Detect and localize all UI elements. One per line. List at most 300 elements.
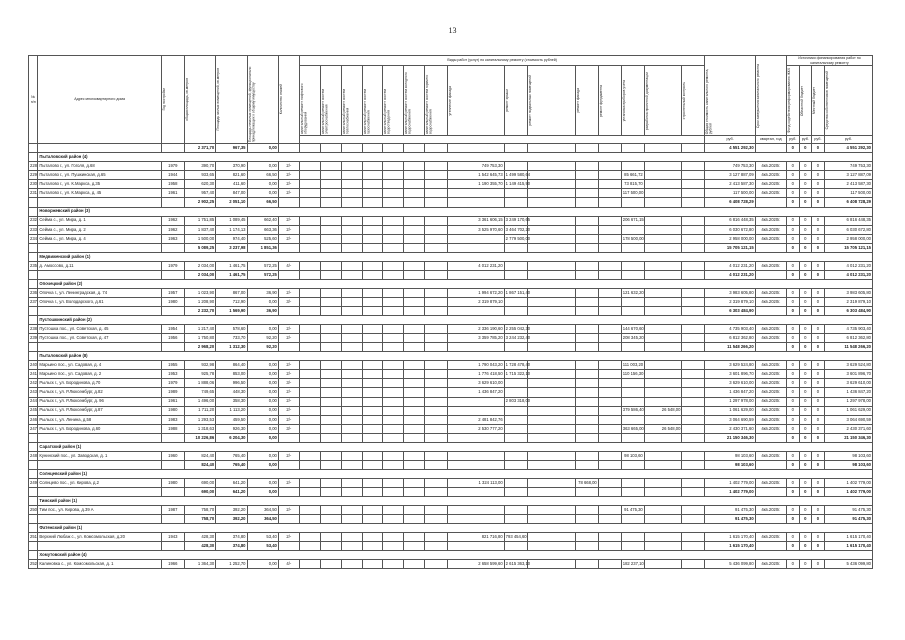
- work-cost-cell: [320, 180, 341, 189]
- work-cost-cell: [299, 424, 320, 433]
- work-cost-cell: [320, 433, 341, 442]
- work-cost-cell: [425, 433, 448, 442]
- work-cost-cell: [527, 297, 575, 306]
- work-cost-cell: [404, 325, 425, 334]
- work-cost-cell: [383, 451, 404, 460]
- work-cost-cell: [425, 388, 448, 397]
- floors-cell: 2/-: [278, 533, 299, 542]
- source-cell: 0: [799, 225, 812, 234]
- work-cost-cell: [404, 560, 425, 569]
- work-cost-cell: [504, 460, 527, 469]
- area-living-cell: 765,40: [216, 451, 247, 460]
- address-cell: Опочка г., ул. Ленинградская, д. 74: [38, 288, 161, 297]
- total-cost-cell: 98 103,60: [705, 460, 755, 469]
- work-cost-cell: [448, 343, 504, 352]
- source-cell: 0: [799, 397, 812, 406]
- work-cost-cell: 4 012 231,20: [448, 261, 504, 270]
- area-nonliving-cell: 53,40: [247, 533, 278, 542]
- area-total-cell: 1 217,40: [184, 325, 215, 334]
- deadline-cell: [755, 144, 786, 153]
- source-cell: 0: [787, 487, 800, 496]
- work-cost-cell: 121 632,20: [621, 288, 644, 297]
- address-cell: [38, 270, 161, 279]
- area-nonliving-cell: 364,50: [247, 506, 278, 515]
- work-cost-cell: 78 668,00: [575, 478, 598, 487]
- work-cost-cell: [644, 216, 682, 225]
- work-cost-cell: [362, 515, 383, 524]
- work-cost-cell: [320, 542, 341, 551]
- work-cost-cell: [341, 162, 362, 171]
- district-num-cell: [29, 524, 38, 533]
- work-cost-cell: [425, 189, 448, 198]
- work-cost-cell: [682, 515, 705, 524]
- work-cost-cell: [682, 162, 705, 171]
- district-title: Пыталовский район (8): [38, 352, 873, 361]
- source-cell: 0: [812, 415, 825, 424]
- work-cost-cell: [299, 171, 320, 180]
- work-cost-cell: [644, 307, 682, 316]
- source-cell: 0: [787, 325, 800, 334]
- area-total-cell: 390,70: [184, 162, 215, 171]
- area-living-cell: 1 174,13: [216, 225, 247, 234]
- source-header: Местный бюджет: [812, 66, 825, 136]
- work-cost-cell: [527, 180, 575, 189]
- source-cell: 0: [799, 216, 812, 225]
- area-total-cell: 932,98: [184, 361, 215, 370]
- work-header: капитальный ремонт систем теплоснабжения: [341, 66, 362, 136]
- deadline-cell: 4кв.2020г.: [755, 171, 786, 180]
- floors-cell: 2/-: [278, 451, 299, 460]
- source-cell: 0: [812, 343, 825, 352]
- owners-funds-cell: 6 812 362,80: [824, 334, 872, 343]
- source-cell: 0: [812, 325, 825, 334]
- source-cell: 0: [787, 270, 800, 279]
- total-cost-cell: 1 436 847,20: [705, 388, 755, 397]
- table-row: [29, 379, 873, 388]
- work-header: разработка проектной документации: [644, 66, 682, 136]
- work-cost-cell: [682, 171, 705, 180]
- work-cost-cell: [299, 189, 320, 198]
- work-cost-cell: [404, 424, 425, 433]
- source-cell: 0: [787, 334, 800, 343]
- work-header: установка приборов учета: [621, 66, 644, 136]
- row-number: [29, 243, 38, 252]
- year-cell: 1943: [161, 533, 184, 542]
- work-cost-cell: [504, 261, 527, 270]
- work-cost-cell: [598, 478, 621, 487]
- work-cost-cell: [425, 343, 448, 352]
- total-cost-cell: 4 551 292,30: [705, 144, 755, 153]
- work-cost-cell: [320, 370, 341, 379]
- work-cost-cell: [504, 433, 527, 442]
- row-number: 233: [29, 225, 38, 234]
- year-cell: [161, 243, 184, 252]
- work-cost-cell: [598, 515, 621, 524]
- work-cost-cell: 206 671,15: [621, 216, 644, 225]
- work-cost-cell: 2 779 500,00: [504, 234, 527, 243]
- work-cost-cell: [320, 379, 341, 388]
- subtotal-row: [29, 144, 873, 153]
- work-cost-cell: [362, 433, 383, 442]
- work-cost-cell: [425, 243, 448, 252]
- work-cost-cell: [682, 297, 705, 306]
- work-cost-cell: [448, 506, 504, 515]
- work-cost-cell: [383, 325, 404, 334]
- work-cost-cell: [527, 144, 575, 153]
- work-cost-cell: [575, 506, 598, 515]
- area-total-cell: 957,40: [184, 189, 215, 198]
- work-cost-cell: [404, 542, 425, 551]
- work-cost-cell: [299, 487, 320, 496]
- deadline-cell: 4кв.2020г.: [755, 533, 786, 542]
- area-total-cell: 1 364,30: [184, 560, 215, 569]
- area-living-cell: 1 312,30: [216, 343, 247, 352]
- source-cell: 0: [787, 542, 800, 551]
- work-cost-cell: [320, 216, 341, 225]
- work-cost-cell: [448, 189, 504, 198]
- work-cost-cell: [448, 406, 504, 415]
- capital-repair-table: [28, 55, 873, 569]
- work-cost-cell: [598, 388, 621, 397]
- source-cell: 0: [812, 478, 825, 487]
- work-cost-cell: [425, 397, 448, 406]
- work-cost-cell: [320, 478, 341, 487]
- work-cost-cell: [682, 243, 705, 252]
- work-cost-cell: [598, 189, 621, 198]
- work-cost-cell: [621, 225, 644, 234]
- row-number: 244: [29, 397, 38, 406]
- sources-group-header: Источники финансирования работ по капитальному ремонту: [787, 56, 873, 66]
- owners-funds-cell: 11 548 266,20: [824, 343, 872, 352]
- work-cost-cell: [644, 234, 682, 243]
- source-cell: 0: [787, 144, 800, 153]
- work-cost-cell: [341, 297, 362, 306]
- work-cost-cell: [320, 406, 341, 415]
- work-cost-cell: [404, 370, 425, 379]
- source-cell: 0: [799, 189, 812, 198]
- row-number: 235: [29, 261, 38, 270]
- work-cost-cell: [341, 406, 362, 415]
- source-cell: 0: [812, 334, 825, 343]
- source-cell: 0: [787, 288, 800, 297]
- year-cell: [161, 515, 184, 524]
- address-cell: [38, 460, 161, 469]
- area-total-cell: 925,78: [184, 370, 215, 379]
- row-number: 231: [29, 189, 38, 198]
- work-cost-cell: [598, 451, 621, 460]
- work-cost-cell: [362, 297, 383, 306]
- work-cost-cell: 1 149 415,90: [504, 180, 527, 189]
- owners-funds-cell: 3 064 690,59: [824, 415, 872, 424]
- address-cell: Сейма с., ул. Мира, д. 4: [38, 234, 161, 243]
- address-cell: Пустошка пос., ул. Советская, д. 47: [38, 334, 161, 343]
- work-cost-cell: [504, 487, 527, 496]
- work-cost-cell: [404, 225, 425, 234]
- source-cell: 0: [812, 171, 825, 180]
- district-title: Тимский район (1): [38, 497, 873, 506]
- source-cell: 0: [812, 406, 825, 415]
- work-cost-cell: [621, 397, 644, 406]
- work-cost-cell: [320, 334, 341, 343]
- work-cost-cell: [575, 542, 598, 551]
- work-cost-cell: 2 530 777,20: [448, 424, 504, 433]
- deadline-cell: 4кв.2020г.: [755, 234, 786, 243]
- district-row: [29, 551, 873, 560]
- address-cell: Рыльск г., ул. Р.Люксембург, д.82: [38, 388, 161, 397]
- total-cost-cell: 3 629 610,00: [705, 379, 755, 388]
- work-cost-cell: [404, 307, 425, 316]
- floors-cell: 2/-: [278, 397, 299, 406]
- source-cell: 0: [787, 397, 800, 406]
- address-cell: Рыльск г., ул. Ленина, д.58: [38, 415, 161, 424]
- floors-cell: [278, 243, 299, 252]
- source-cell: 0: [787, 343, 800, 352]
- work-cost-cell: [575, 406, 598, 415]
- year-cell: 1962: [161, 216, 184, 225]
- source-cell: 0: [787, 379, 800, 388]
- work-cost-cell: [575, 460, 598, 469]
- total-cost-cell: 1 402 779,00: [705, 487, 755, 496]
- total-cost-cell: 98 103,60: [705, 451, 755, 460]
- work-cost-cell: [383, 478, 404, 487]
- work-cost-cell: [527, 343, 575, 352]
- work-cost-cell: [383, 270, 404, 279]
- work-cost-cell: [575, 451, 598, 460]
- area-living-cell: 1 461,75: [216, 270, 247, 279]
- work-cost-cell: [527, 415, 575, 424]
- work-cost-cell: 1 728 478,40: [504, 361, 527, 370]
- row-number: [29, 487, 38, 496]
- work-cost-cell: 1 867 151,40: [504, 288, 527, 297]
- source-header: Средства собственников помещений: [824, 66, 872, 136]
- area-living-cell: 374,80: [216, 542, 247, 551]
- work-cost-cell: 2 481 842,76: [448, 415, 504, 424]
- deadline-cell: 4кв.2020г.: [755, 506, 786, 515]
- source-cell: 0: [812, 397, 825, 406]
- work-cost-cell: [362, 478, 383, 487]
- work-cost-cell: [425, 270, 448, 279]
- work-cost-cell: [527, 433, 575, 442]
- work-cost-cell: [644, 243, 682, 252]
- owners-funds-cell: 4 012 231,20: [824, 270, 872, 279]
- work-cost-cell: [527, 234, 575, 243]
- area-nonliving-cell: 572,25: [247, 261, 278, 270]
- address-cell: [38, 243, 161, 252]
- work-cost-cell: [527, 533, 575, 542]
- work-cost-cell: [362, 189, 383, 198]
- area-nonliving-cell: 0,00: [247, 424, 278, 433]
- work-cost-cell: [383, 406, 404, 415]
- work-cost-cell: [404, 180, 425, 189]
- work-cost-cell: [598, 216, 621, 225]
- work-cost-cell: [341, 560, 362, 569]
- table-row: [29, 234, 873, 243]
- source-cell: 0: [787, 478, 800, 487]
- work-cost-cell: [362, 288, 383, 297]
- work-cost-cell: [644, 198, 682, 207]
- work-cost-cell: [383, 288, 404, 297]
- work-cost-cell: [341, 361, 362, 370]
- work-cost-cell: [341, 460, 362, 469]
- work-cost-cell: [299, 397, 320, 406]
- area-total-cell: 749,65: [184, 388, 215, 397]
- work-cost-cell: 1 436 847,20: [448, 388, 504, 397]
- work-cost-cell: [644, 325, 682, 334]
- total-cost-cell: 3 064 690,59: [705, 415, 755, 424]
- work-cost-cell: [644, 415, 682, 424]
- work-cost-cell: [644, 225, 682, 234]
- source-cell: 0: [812, 560, 825, 569]
- area-nonliving-cell: 53,40: [247, 542, 278, 551]
- area-nonliving-cell: 662,40: [247, 216, 278, 225]
- total-cost-cell: 1 615 170,40: [705, 533, 755, 542]
- work-cost-cell: [341, 478, 362, 487]
- work-cost-cell: [383, 198, 404, 207]
- address-cell: Марьино пос., ул. Садовая, д. 2: [38, 370, 161, 379]
- work-cost-cell: [404, 487, 425, 496]
- district-row: [29, 442, 873, 451]
- table-row: [29, 171, 873, 180]
- work-cost-cell: 208 345,20: [621, 334, 644, 343]
- work-cost-cell: 379 586,40: [621, 406, 644, 415]
- total-cost-cell: 1 402 779,00: [705, 478, 755, 487]
- year-cell: 1944: [161, 171, 184, 180]
- work-cost-cell: 1 542 645,73: [448, 171, 504, 180]
- work-cost-cell: [299, 388, 320, 397]
- work-cost-cell: [362, 406, 383, 415]
- row-number: 252: [29, 560, 38, 569]
- work-cost-cell: [644, 433, 682, 442]
- work-cost-cell: [598, 162, 621, 171]
- source-cell: 0: [812, 542, 825, 551]
- address-cell: Пыталово г., ул. К.Маркса, д. 45: [38, 189, 161, 198]
- source-cell: 0: [799, 451, 812, 460]
- owners-funds-cell: 15 705 121,15: [824, 243, 872, 252]
- district-num-cell: [29, 252, 38, 261]
- work-cost-cell: [320, 415, 341, 424]
- work-cost-cell: [504, 388, 527, 397]
- work-cost-cell: [383, 370, 404, 379]
- work-cost-cell: [504, 506, 527, 515]
- work-cost-cell: [598, 144, 621, 153]
- year-cell: [161, 270, 184, 279]
- work-cost-cell: [383, 433, 404, 442]
- source-cell: 0: [812, 234, 825, 243]
- work-cost-cell: [341, 415, 362, 424]
- work-cost-cell: [598, 424, 621, 433]
- work-cost-cell: [425, 144, 448, 153]
- work-cost-cell: [598, 397, 621, 406]
- work-cost-cell: [425, 297, 448, 306]
- work-cost-cell: [598, 406, 621, 415]
- work-cost-cell: [299, 406, 320, 415]
- work-cost-cell: [527, 487, 575, 496]
- source-cell: 0: [787, 406, 800, 415]
- work-header: капитальный ремонт систем электроснабжения: [320, 66, 341, 136]
- work-cost-cell: [362, 325, 383, 334]
- source-cell: 0: [812, 460, 825, 469]
- work-cost-cell: 821 716,80: [448, 533, 504, 542]
- floors-cell: [278, 460, 299, 469]
- district-num-cell: [29, 469, 38, 478]
- work-cost-cell: [299, 216, 320, 225]
- area-nonliving-cell: 0,00: [247, 180, 278, 189]
- work-cost-cell: 26 548,00: [644, 424, 682, 433]
- work-cost-cell: [504, 415, 527, 424]
- work-cost-cell: [644, 270, 682, 279]
- work-cost-cell: [383, 415, 404, 424]
- work-cost-cell: [299, 180, 320, 189]
- deadline-cell: 4кв.2020г.: [755, 478, 786, 487]
- row-number: [29, 270, 38, 279]
- owners-funds-cell: 2 319 879,10: [824, 297, 872, 306]
- work-cost-cell: [621, 297, 644, 306]
- work-cost-cell: [425, 478, 448, 487]
- total-cost-cell: 4 735 903,40: [705, 325, 755, 334]
- source-cell: 0: [812, 270, 825, 279]
- work-cost-cell: [448, 460, 504, 469]
- work-cost-cell: [425, 225, 448, 234]
- address-cell: [38, 487, 161, 496]
- area-living-cell: 853,00: [216, 370, 247, 379]
- work-cost-cell: [621, 379, 644, 388]
- work-cost-cell: [299, 288, 320, 297]
- table-row: [29, 478, 873, 487]
- work-cost-cell: [527, 515, 575, 524]
- work-cost-cell: [425, 198, 448, 207]
- year-cell: [161, 198, 184, 207]
- source-cell: 0: [812, 388, 825, 397]
- work-cost-cell: [320, 234, 341, 243]
- work-cost-cell: 1 994 672,20: [448, 288, 504, 297]
- work-cost-cell: [682, 180, 705, 189]
- year-cell: 1980: [161, 406, 184, 415]
- work-cost-cell: [621, 343, 644, 352]
- work-cost-cell: [575, 261, 598, 270]
- work-cost-cell: [621, 307, 644, 316]
- subtotal-row: [29, 460, 873, 469]
- owners-funds-cell: 91 475,30: [824, 515, 872, 524]
- area-living-cell: 392,20: [216, 506, 247, 515]
- work-cost-cell: [383, 343, 404, 352]
- row-number: [29, 307, 38, 316]
- work-cost-cell: [425, 370, 448, 379]
- deadline-cell: 4кв.2020г.: [755, 162, 786, 171]
- area-living-cell: 1 569,90: [216, 307, 247, 316]
- work-cost-cell: [341, 288, 362, 297]
- work-cost-cell: [404, 234, 425, 243]
- work-cost-cell: 3 525 970,60: [448, 225, 504, 234]
- work-cost-cell: [504, 424, 527, 433]
- work-cost-cell: [575, 216, 598, 225]
- year-cell: 1963: [161, 234, 184, 243]
- source-cell: 0: [812, 506, 825, 515]
- deadline-cell: 4кв.2020г.: [755, 388, 786, 397]
- area-nonliving-cell: 66,50: [247, 198, 278, 207]
- source-cell: 0: [812, 533, 825, 542]
- area-living-cell: 641,20: [216, 487, 247, 496]
- work-cost-cell: [598, 334, 621, 343]
- work-header: ремонт крыши: [504, 66, 527, 136]
- work-cost-cell: [504, 198, 527, 207]
- source-cell: 0: [812, 243, 825, 252]
- work-cost-cell: 2 615 363,10: [504, 560, 527, 569]
- work-cost-cell: [320, 325, 341, 334]
- source-cell: 0: [799, 144, 812, 153]
- source-cell: 0: [787, 297, 800, 306]
- work-cost-cell: [320, 361, 341, 370]
- work-cost-cell: [598, 243, 621, 252]
